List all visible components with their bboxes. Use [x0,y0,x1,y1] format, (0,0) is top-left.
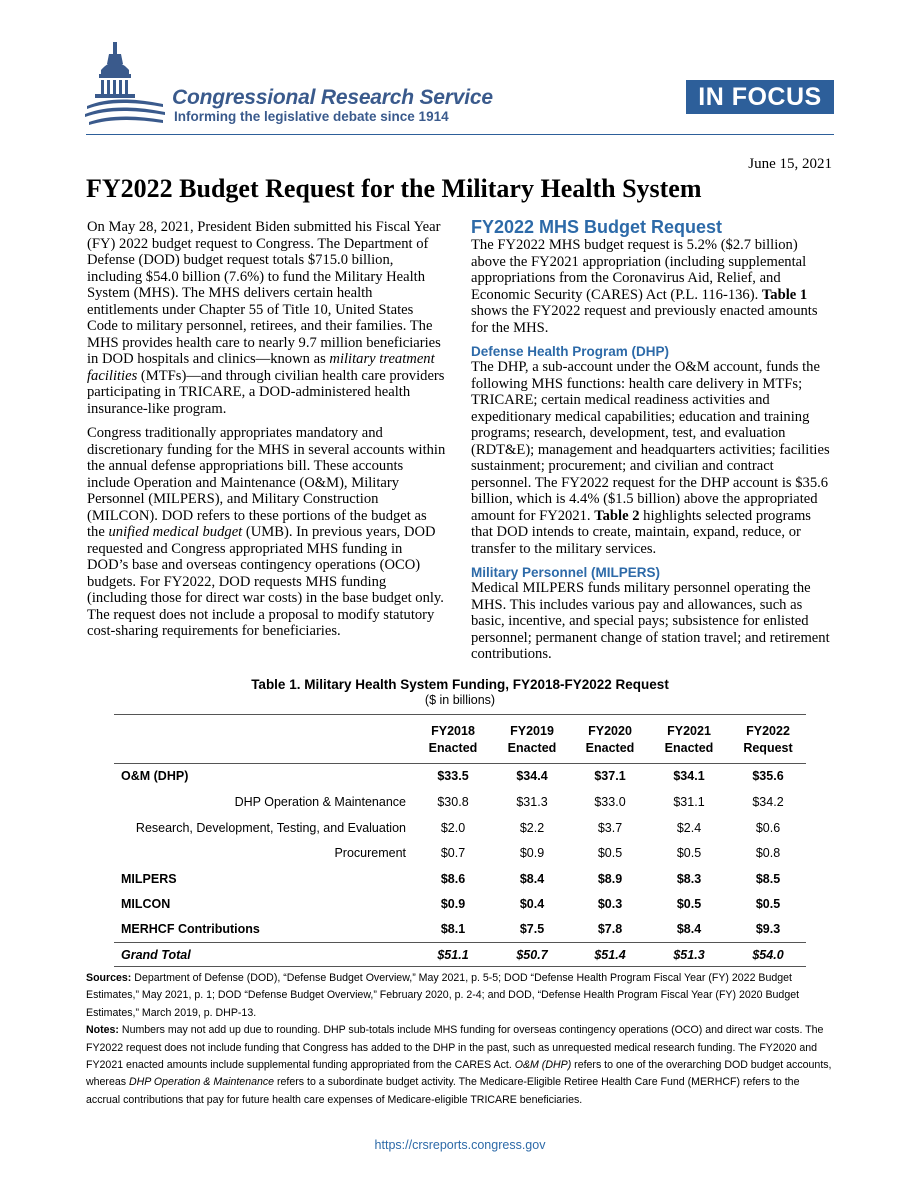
table-cell: $9.3 [755,922,781,936]
header-divider [86,134,834,135]
text-run: (MTFs)—and through civilian health care providers participating in TRICARE, a DOD-administered health insurance-like program. [87,367,445,417]
row-label: DHP Operation & Maintenance [234,795,406,809]
left-column [87,219,447,640]
table-cell: $0.5 [597,846,623,860]
table-subtitle: ($ in billions) [424,693,496,707]
header-line: Enacted [428,741,478,755]
table-cell: $7.8 [597,922,623,936]
intro-paragraph [87,219,447,417]
table-cell: $0.9 [440,897,466,911]
emphasis-text: unified medical budget [108,524,243,540]
notes-note [86,1022,836,1109]
table-cell: $50.7 [516,948,548,962]
table-cell: $34.2 [752,795,784,809]
header-line: Enacted [507,741,557,755]
header-line: Enacted [664,741,714,755]
table-cell: $0.3 [597,897,623,911]
text-run: refers to a subordinate budget activity. The Medicare-Eligible Retiree Health Care Fund (MERHCF) refers to the accrual contributions that pay for future health care expenses of Medicare-eligible TRICARE beneficiaries. [86,1076,800,1106]
row-label: MILCON [121,897,171,911]
column-header [499,723,565,757]
text-run: The DHP, a sub-account under the O&M account, funds the following MHS functions: health care delivery in MTFs; TRICARE; certain medical readiness activities and expeditionary medical capabilities; education and training programs; research, development, test, and evaluation (RDT&E); management and headquarters activities; facilities sustainment; procurement; and civilian and contract personnel. The FY2022 request for the DHP account is $35.6 billion, which is 4.4% ($1.5 billion) above the appropriated amount for FY2021. [471,359,830,524]
table-header-rule [114,763,806,764]
text-run: Numbers may not add up due to rounding. DHP sub-totals include MHS funding for overseas contingency operations (OCO) and direct war costs. The FY2022 request does not include funding that Congress has added to the DHP in the past, such as unrequested medical research funding. The FY2020 and FY2021 enacted amounts include supplemental funding appropriated from the CARES Act. [86,1024,824,1072]
table-cell: $0.5 [755,897,781,911]
table-cell: $37.1 [594,769,626,783]
publication-date: June 15, 2021 [748,156,832,172]
table-cell: $8.3 [676,872,702,886]
table-cell: $34.4 [516,769,548,783]
table-cell: $7.5 [519,922,545,936]
row-label: Grand Total [121,948,191,962]
notes-label: Notes: [86,1024,119,1037]
milpers-paragraph: Medical MILPERS funds military personnel operating the MHS. This includes various pay and allowances, such as basic, incentive, and special pays; subsistence for enlisted personnel; permanent change of station travel; and retirement contributions. [471,580,830,662]
footer-link[interactable]: https://crsreports.congress.gov [374,1138,546,1152]
text-run: Department of Defense (DOD), “Defense Budget Overview,” May 2021, p. 5-5; DOD “Defense Health Program Fiscal Year (FY) 2022 Budget Estimates,” May 2021, p. 1; DOD “Defense Budget Overview,” February 2020, p. 2-4; and DOD, “Defense Health Program Fiscal Year (FY) 2020 Budget Estimates,” March 2019, p. DHP-13. [86,972,800,1019]
table-cell: $2.0 [440,821,466,835]
table-cell: $54.0 [752,948,784,962]
emphasis-text: O&M (DHP) [514,1059,572,1072]
section-heading-milpers: Military Personnel (MILPERS) [471,565,661,580]
header-line: FY2019 [510,724,554,738]
header-line: FY2022 [746,724,790,738]
table-cell: $51.4 [594,948,626,962]
table-cell: $0.5 [676,846,702,860]
row-label: Procurement [334,846,406,860]
table-cell: $51.1 [437,948,469,962]
section-heading-dhp: Defense Health Program (DHP) [471,344,670,359]
table-cell: $0.4 [519,897,545,911]
table-cell: $31.1 [673,795,705,809]
text-run: highlights selected programs that DOD intends to create, maintain, expand, reduce, or transfer to the military services. [471,507,811,557]
section-heading-budget-request: FY2022 MHS Budget Request [471,217,723,237]
text-run: refers to one of the overarching DOD budget accounts, whereas [86,1059,832,1089]
text-run: Congress traditionally appropriates mandatory and discretionary funding for the MHS in several accounts within the annual defense appropriations bill. These accounts include Operation and Maintenance (O&M), Military Personnel (MILPERS), and Military Construction (MILCON). DOD refers to these portions of the budget as the [87,425,446,540]
table-cell: $8.4 [676,922,702,936]
column-header [735,723,801,757]
row-label: MERHCF Contributions [121,922,260,936]
row-label: O&M (DHP) [121,769,189,783]
table-cell: $8.6 [440,872,466,886]
text-run: (UMB). In previous years, DOD requested and Congress appropriated MHS funding in DOD’s base and overseas contingency operations (OCO) budgets. For FY2022, DOD requests MHS funding (including those for direct war costs) in the base budget only. The request does not include a proposal to modify statutory cost-sharing requirements for beneficiaries. [87,524,444,639]
in-focus-badge: IN FOCUS [686,80,834,114]
org-tagline: Informing the legislative debate since 1914 [174,109,449,124]
dhp-paragraph [471,359,835,557]
table-cell: $8.5 [755,872,781,886]
header-line: FY2020 [588,724,632,738]
table-cell: $8.9 [597,872,623,886]
text-run: shows the FY2022 request and previously enacted amounts for the MHS. [471,303,818,336]
table-cell: $51.3 [673,948,705,962]
table-total-rule [114,942,806,943]
table-cell: $31.3 [516,795,548,809]
table-cell: $34.1 [673,769,705,783]
sources-note [86,970,836,1022]
header-line: Request [743,741,793,755]
table-title: Table 1. Military Health System Funding, FY2018-FY2022 Request [251,677,669,692]
column-header [420,723,486,757]
table-cell: $0.5 [676,897,702,911]
header-line: Enacted [585,741,635,755]
table-cell: $0.9 [519,846,545,860]
capitol-dome-logo-icon [85,40,167,130]
table-reference: Table 1 [761,286,808,303]
column-header [577,723,643,757]
table-cell: $3.7 [597,821,623,835]
table-cell: $8.1 [440,922,466,936]
text-run: The FY2022 MHS budget request is 5.2% ($2.7 billion) above the FY2021 appropriation (including supplemental appropriations from the Coronavirus Aid, Relief, and Economic Security (CARES) Act (P.L. 116-136). [471,237,807,303]
sources-label: Sources: [86,972,132,984]
table-reference: Table 2 [594,507,640,524]
table-top-rule [114,714,806,715]
table-cell: $0.8 [755,846,781,860]
table-cell: $2.4 [676,821,702,835]
column-header [656,723,722,757]
table-notes [86,970,836,1109]
table-cell: $2.2 [519,821,545,835]
appropriations-paragraph [87,425,447,640]
page-title: FY2022 Budget Request for the Military Health System [86,174,702,203]
table-cell: $30.8 [437,795,469,809]
table-cell: $33.5 [437,769,469,783]
org-name: Congressional Research Service [172,86,493,109]
text-run: On May 28, 2021, President Biden submitted his Fiscal Year (FY) 2022 budget request to Congress. The Department of Defense (DOD) budget request totals $715.0 billion, including $54.0 billion (7.6%) to fund the Military Health System (MHS). The MHS delivers certain health entitlements under Chapter 55 of Title 10, United States Code to military personnel, retirees, and their families. The MHS provides health care to nearly 9.7 million beneficiaries in DOD hospitals and clinics—known as [87,219,441,367]
table-cell: $0.6 [755,821,781,835]
table-cell: $35.6 [752,769,784,783]
emphasis-text: DHP Operation & Maintenance [129,1076,275,1089]
table-cell: $33.0 [594,795,626,809]
header-line: FY2018 [431,724,475,738]
header-line: FY2021 [667,724,711,738]
row-label: Research, Development, Testing, and Evaluation [135,821,406,835]
budget-request-paragraph [471,237,835,336]
table-cell: $0.7 [440,846,466,860]
table-bottom-rule [114,966,806,967]
row-label: MILPERS [121,872,177,886]
table-cell: $8.4 [519,872,545,886]
emphasis-text: military treatment facilities [87,351,435,384]
right-column [471,218,835,663]
